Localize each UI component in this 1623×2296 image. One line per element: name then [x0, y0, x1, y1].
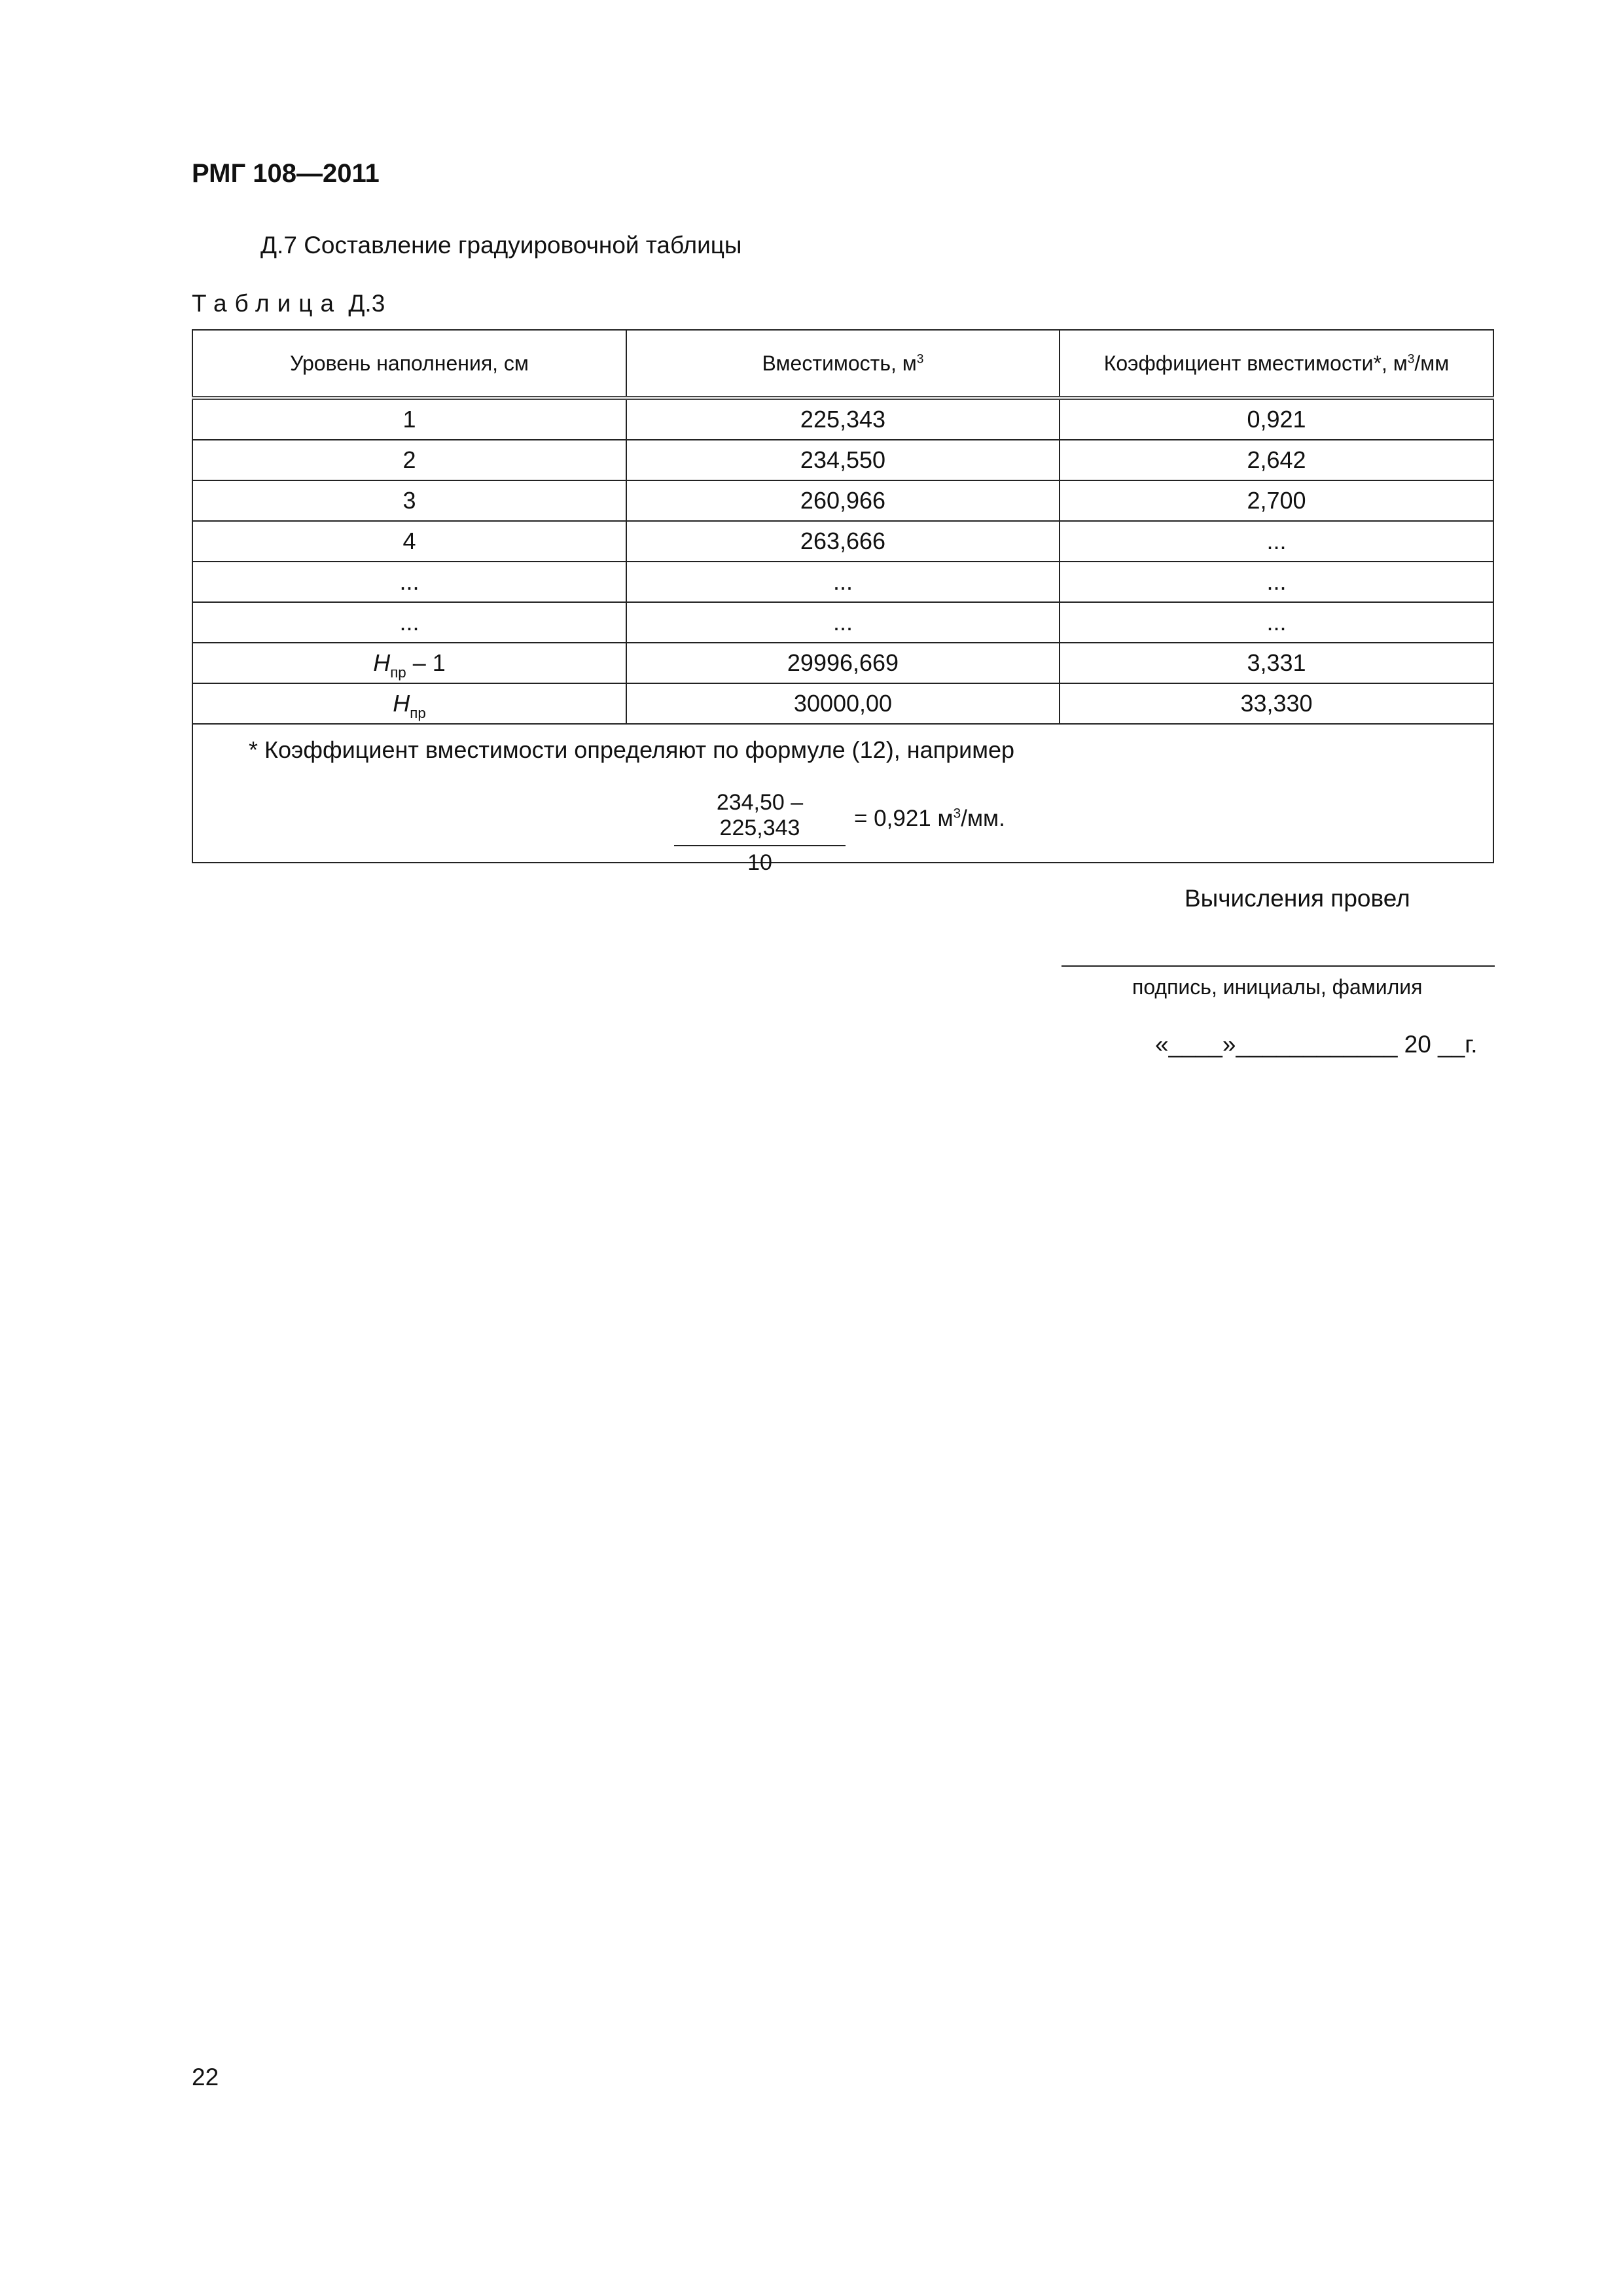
- header-level: [192, 330, 626, 398]
- table-row: [192, 643, 1493, 683]
- table-caption-word: Таблица: [192, 290, 342, 317]
- formula-result-tail: /мм.: [961, 806, 1005, 831]
- cell-coef: ...: [1060, 521, 1493, 562]
- formula-result-text: = 0,921 м: [854, 806, 954, 831]
- header-coef-tail: /мм: [1414, 351, 1450, 375]
- table-footnote-row: [192, 724, 1493, 863]
- cell-capacity: 30000,00: [626, 683, 1060, 724]
- signature-caption: подпись, инициалы, фамилия: [1132, 975, 1423, 999]
- formula-result: [854, 806, 1005, 832]
- footnote-text: * Коэффициент вместимости определяют по формуле (12), например: [249, 736, 1015, 763]
- cell-capacity: ...: [626, 602, 1060, 643]
- header-capacity: [626, 330, 1060, 398]
- header-coef-label: Коэффициент вместимости*, м: [1103, 351, 1408, 375]
- header-coef-sup: 3: [1407, 351, 1415, 366]
- level-subscript: пр: [390, 664, 406, 681]
- formula: [193, 790, 1493, 875]
- header-capacity-label: Вместимость, м: [762, 351, 917, 375]
- level-symbol: H: [393, 690, 410, 717]
- table-row: [192, 683, 1493, 724]
- level-symbol: H: [373, 649, 391, 676]
- document-code: РМГ 108—2011: [192, 159, 380, 188]
- page-number: 22: [192, 2064, 219, 2090]
- cell-level: 3: [192, 480, 626, 521]
- cell-capacity: 234,550: [626, 440, 1060, 480]
- table-row: [192, 602, 1493, 643]
- cell-level: 4: [192, 521, 626, 562]
- section-title: Д.7 Составление градуировочной таблицы: [260, 232, 742, 259]
- cell-coef: 2,642: [1060, 440, 1493, 480]
- table-row: [192, 440, 1493, 480]
- table-row: [192, 521, 1493, 562]
- cell-coef: 0,921: [1060, 398, 1493, 440]
- cell-level: [192, 643, 626, 683]
- cell-capacity: 29996,669: [626, 643, 1060, 683]
- formula-fraction: [674, 790, 846, 876]
- cell-level: 2: [192, 440, 626, 480]
- date-line: «____»____________ 20 __г.: [1155, 1031, 1478, 1058]
- cell-coef: ...: [1060, 602, 1493, 643]
- cell-coef: 3,331: [1060, 643, 1493, 683]
- cell-coef: 33,330: [1060, 683, 1493, 724]
- formula-denominator: 10: [747, 850, 772, 875]
- cell-level: 1: [192, 398, 626, 440]
- cell-capacity: ...: [626, 562, 1060, 602]
- formula-result-sup: 3: [953, 806, 961, 821]
- table-row: [192, 398, 1493, 440]
- cell-level: [192, 683, 626, 724]
- footnote-cell: [192, 724, 1493, 875]
- table-row: [192, 480, 1493, 521]
- level-tail: – 1: [406, 649, 446, 676]
- cell-level: ...: [192, 562, 626, 602]
- cell-capacity: 263,666: [626, 521, 1060, 562]
- cell-coef: 2,700: [1060, 480, 1493, 521]
- calibration-table: [192, 329, 1494, 875]
- cell-level: ...: [192, 602, 626, 643]
- calculations-label: Вычисления провел: [1185, 885, 1410, 912]
- cell-capacity: 225,343: [626, 398, 1060, 440]
- header-coef: [1060, 330, 1493, 398]
- signature-line: [1061, 965, 1495, 967]
- table-caption: [192, 290, 385, 317]
- level-subscript: пр: [410, 705, 426, 721]
- header-level-label: Уровень наполнения, см: [290, 351, 529, 375]
- table-header-row: [192, 330, 1493, 398]
- table-row: [192, 562, 1493, 602]
- header-capacity-sup: 3: [916, 351, 924, 366]
- cell-coef: ...: [1060, 562, 1493, 602]
- table-caption-number: Д.3: [348, 290, 385, 317]
- formula-numerator: 234,50 – 225,343: [674, 790, 846, 846]
- cell-capacity: 260,966: [626, 480, 1060, 521]
